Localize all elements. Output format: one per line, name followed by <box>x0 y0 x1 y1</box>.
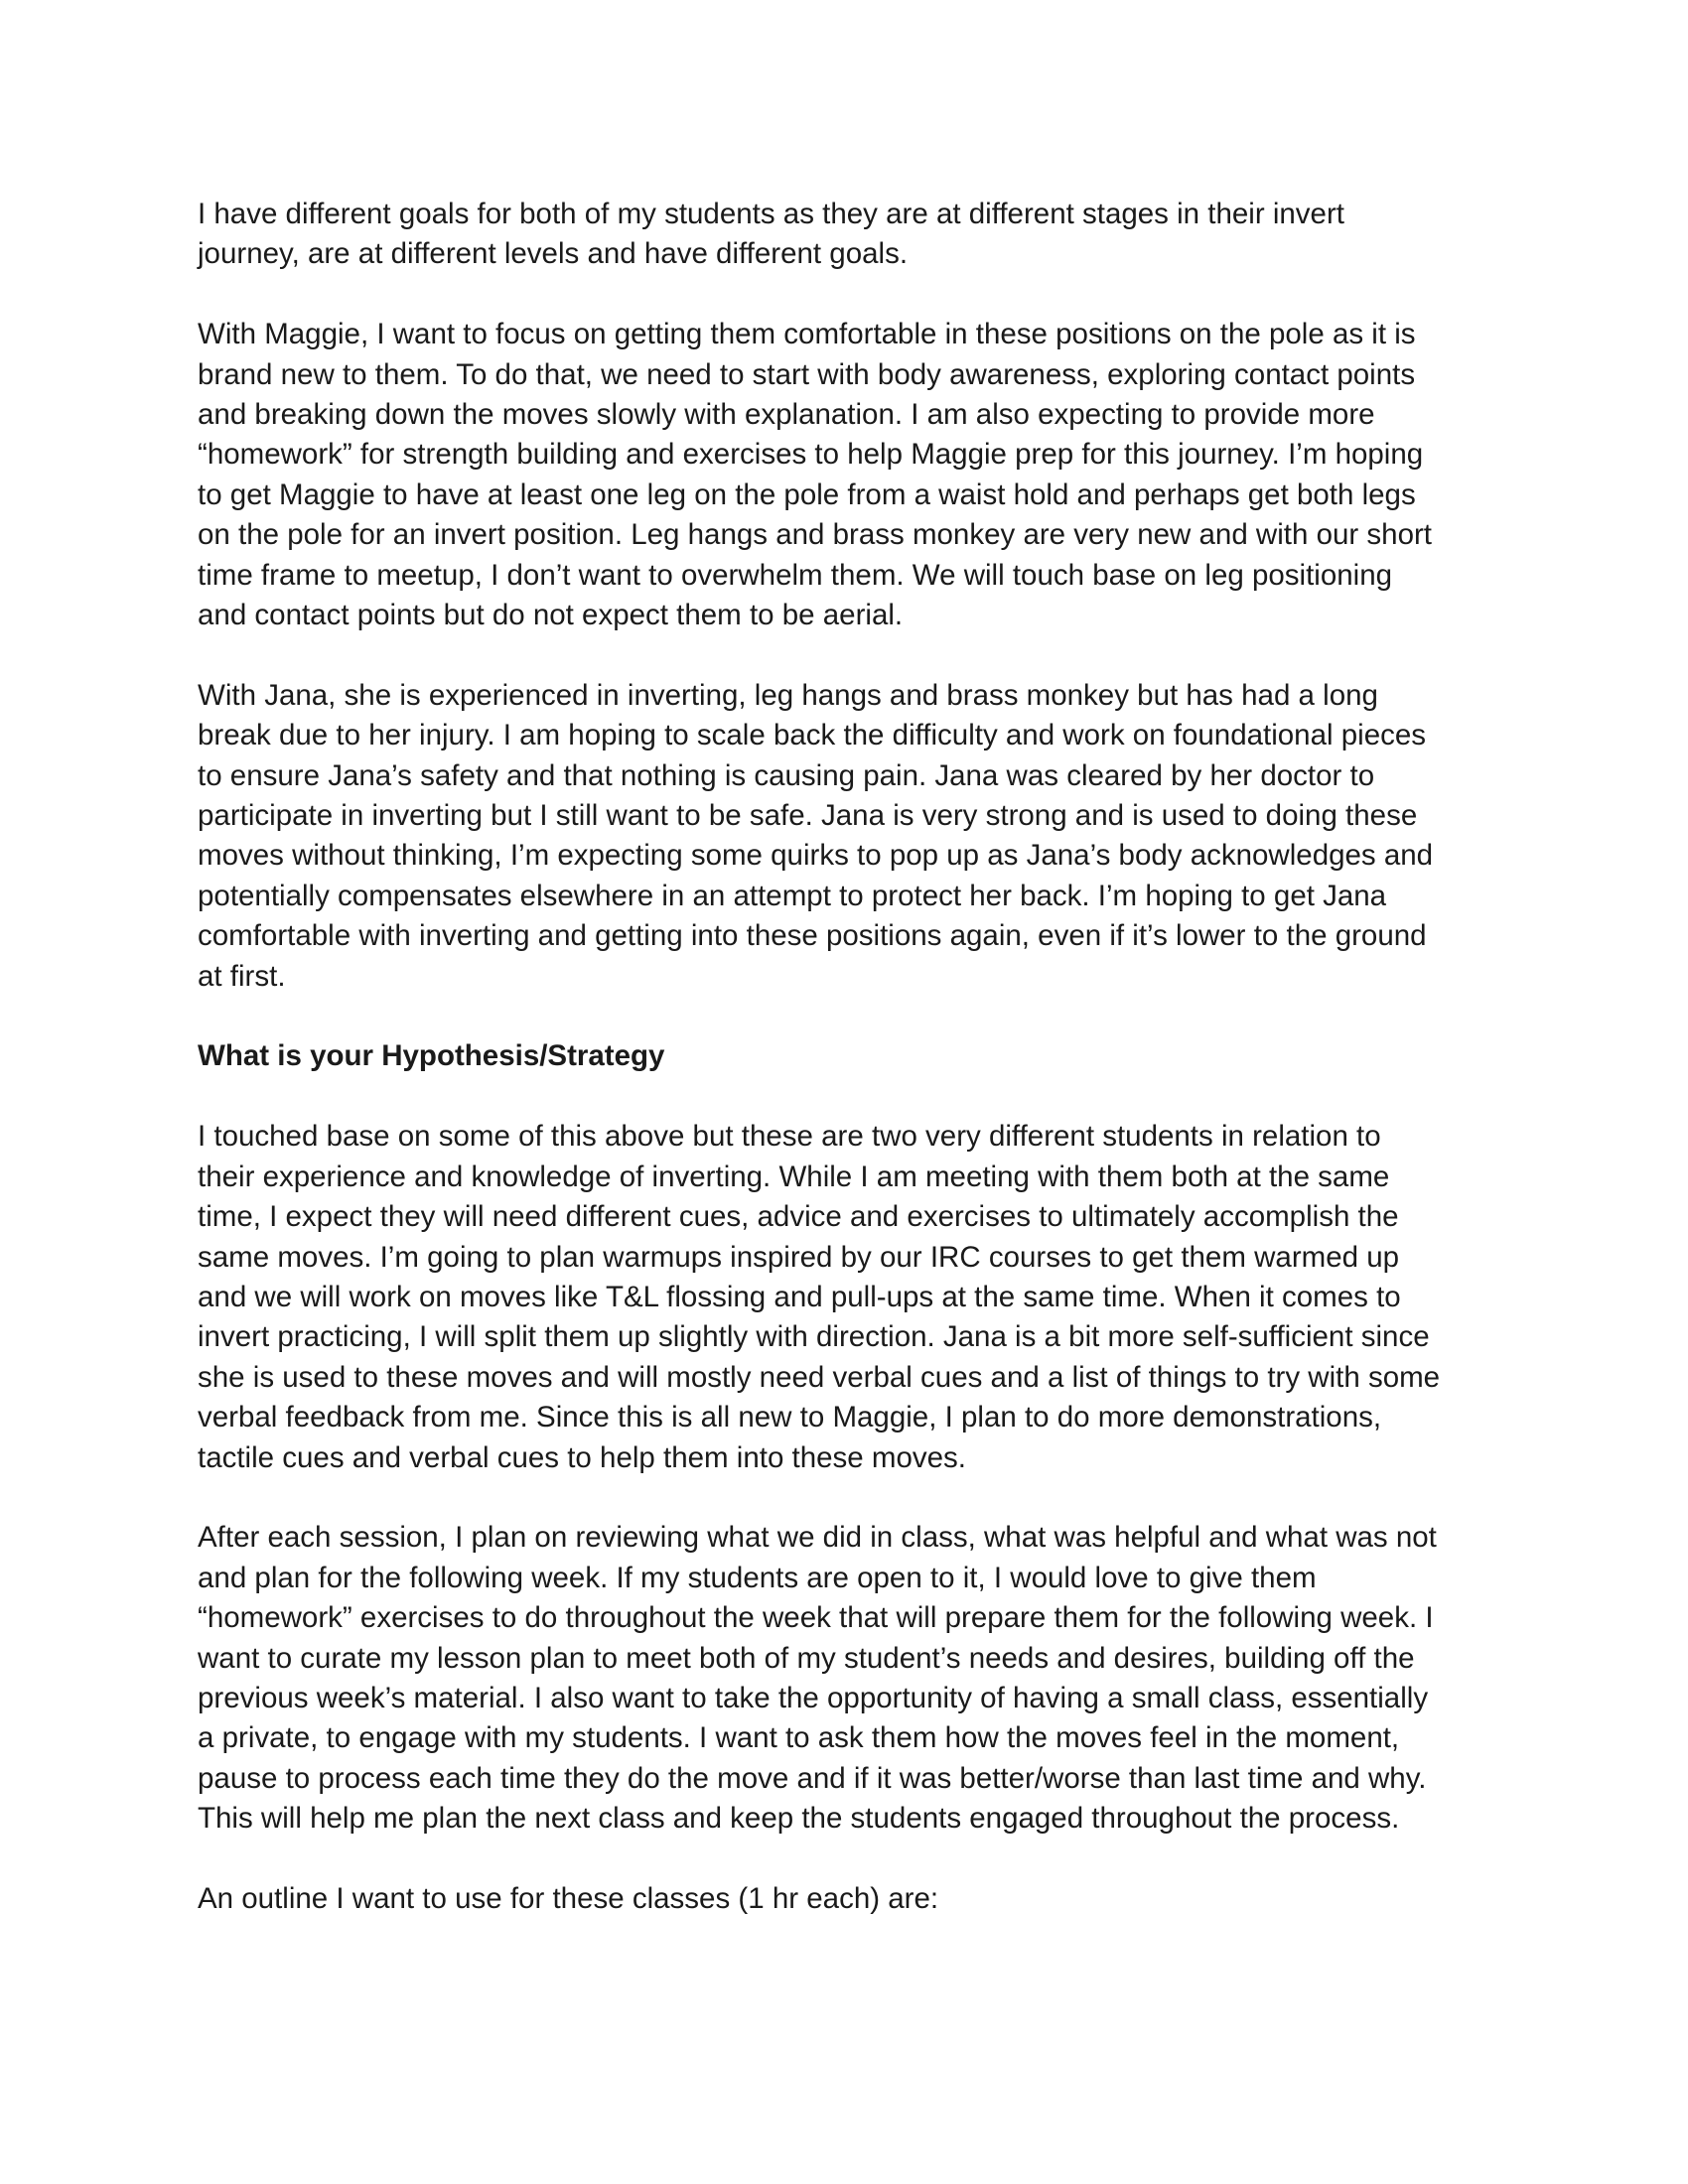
paragraph-goals-intro: I have different goals for both of my students as they are at different stages in their invert journey, are at different levels and have different goals. <box>198 198 1344 271</box>
paragraph-strategy: I touched base on some of this above but these are two very different students in relation to their experience and knowledge of inverting. While I am meeting with them both at the same time, I expect they will need different cues, advice and exercises to ultimately accomplish the same moves. I’m going to plan warmups inspired by our IRC courses to get them warmed up and we will work on moves like T&L flossing and pull-ups at the same time. When it comes to invert practicing, I will split them up slightly with direction. Jana is a bit more self-sufficient since she is used to these moves and will mostly need verbal cues and a list of things to try with some verbal feedback from me. Since this is all new to Maggie, I plan to do more demonstrations, tactile cues and verbal cues to help them into these moves. <box>198 1120 1441 1474</box>
paragraph-outline-intro: An outline I want to use for these classes (1 hr each) are: <box>198 1881 939 1915</box>
section-heading-hypothesis: What is your Hypothesis/Strategy <box>198 1039 665 1073</box>
document-body <box>198 195 1498 1960</box>
paragraph-session-review: After each session, I plan on reviewing what we did in class, what was helpful and what was not and plan for the following week. If my students are open to it, I would love to give them “homework” exercises to do throughout the week that will prepare them for the following week. I want to curate my lesson plan to meet both of my student’s needs and desires, building off the previous week’s material. I also want to take the opportunity of having a small class, essentially a private, to engage with my students. I want to ask them how the moves feel in the moment, pause to process each time they do the move and if it was better/worse than last time and why. This will help me plan the next class and keep the students engaged throughout the process. <box>198 1521 1437 1836</box>
paragraph-jana-goals: With Jana, she is experienced in inverting, leg hangs and brass monkey but has had a long break due to her injury. I am hoping to scale back the difficulty and work on foundational pieces to ensure Jana’s safety and that nothing is causing pain. Jana was cleared by her doctor to participate in inverting but I still want to be safe. Jana is very strong and is used to doing these moves without thinking, I’m expecting some quirks to pop up as Jana’s body acknowledges and potentially compensates elsewhere in an attempt to protect her back. I’m hoping to get Jana comfortable with inverting and getting into these positions again, even if it’s lower to the ground at first. <box>198 678 1434 993</box>
paragraph-maggie-goals: With Maggie, I want to focus on getting them comfortable in these positions on the pole as it is brand new to them. To do that, we need to start with body awareness, exploring contact points and breaking down the moves slowly with explanation. I am also expecting to provide more “homework” for strength building and exercises to help Maggie prep for this journey. I’m hoping to get Maggie to have at least one leg on the pole from a waist hold and perhaps get both legs on the pole for an invert position. Leg hangs and brass monkey are very new and with our short time frame to meetup, I don’t want to overwhelm them. We will touch base on leg positioning and contact points but do not expect them to be aerial. <box>198 318 1433 632</box>
